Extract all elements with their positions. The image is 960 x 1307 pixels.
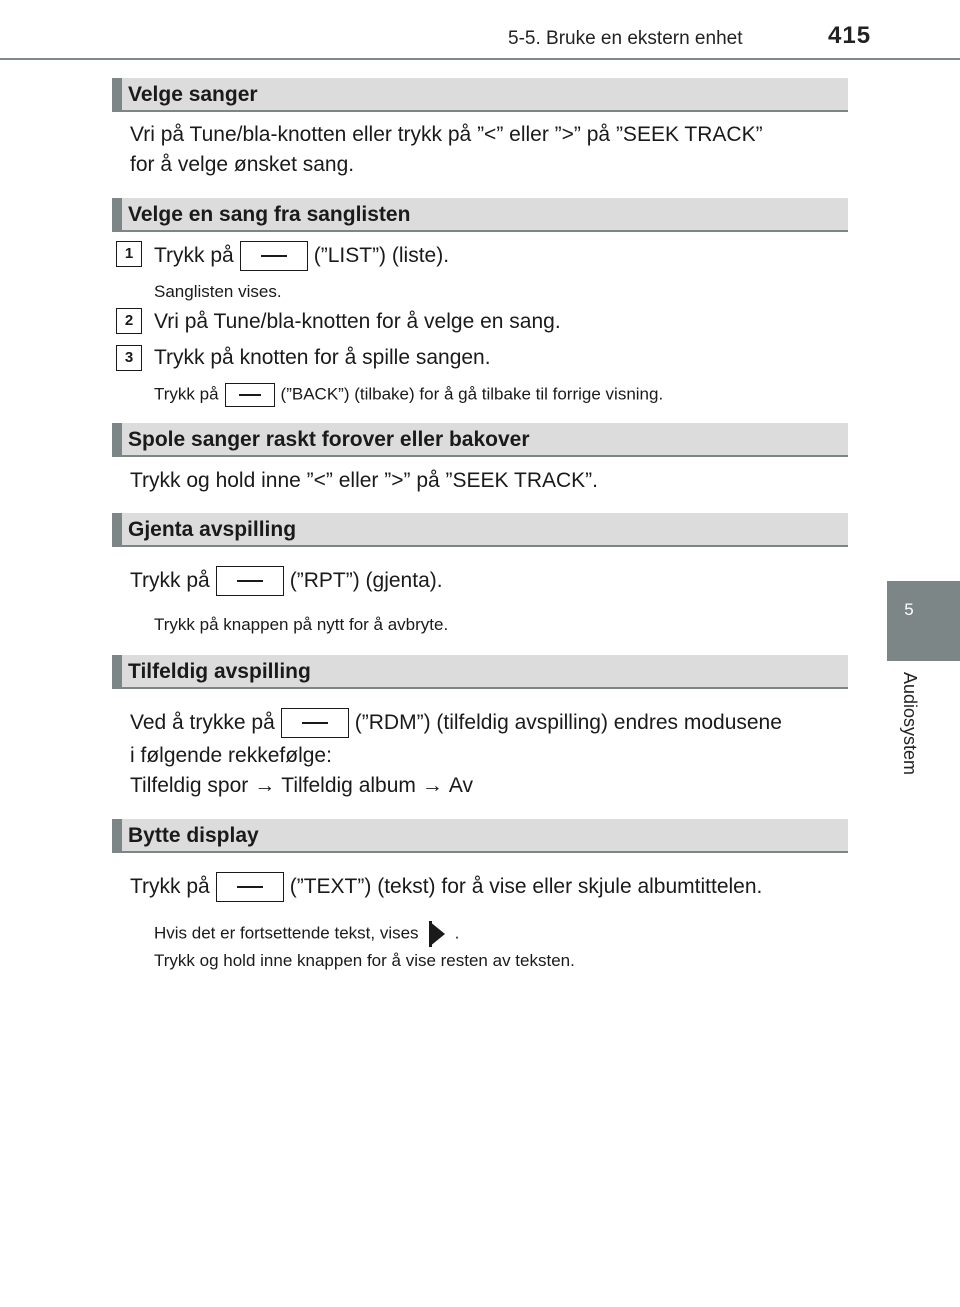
step-number: 3 [116,345,142,371]
continuation-flag-icon [429,921,445,947]
step-text [154,241,449,271]
section-heading-text: Velge sanger [128,83,258,106]
section-heading-text: Velge en sang fra sanglisten [128,203,411,226]
rpt-button-icon [216,566,284,596]
section-heading-tilfeldig [112,655,848,689]
paragraph: Trykk og hold inne ”<” eller ”>” på ”SEEK TRACK”. [130,469,598,492]
rdm-button-icon [281,708,349,738]
paragraph [130,566,443,596]
note-post: (”BACK”) (tilbake) for å gå tilbake til forrige visning. [280,384,664,404]
step-note: Sanglisten vises. [154,282,282,301]
note: Trykk på knappen på nytt for å avbryte. [154,615,449,634]
list-button-icon [240,241,308,271]
section-heading-text: Gjenta avspilling [128,518,297,541]
step-number: 1 [116,241,142,267]
step-text: Trykk på knotten for å spille sangen. [154,346,491,369]
section-heading-fra-liste [112,198,848,232]
paragraph: for å velge ønsket sang. [130,153,355,176]
section-breadcrumb: 5-5. Bruke en ekstern enhet [508,28,743,49]
text-button-icon [216,872,284,902]
section-heading-bytte [112,819,848,853]
section-heading-velge-sanger [112,78,848,112]
note: Trykk og hold inne knappen for å vise resten av teksten. [154,951,575,970]
section-heading-gjenta [112,513,848,547]
text-pre: Trykk på [130,875,210,898]
note [154,921,459,947]
text-post: (”RDM”) (tilfeldig avspilling) endres modusene [354,711,782,734]
header-rule [0,58,960,60]
back-button-icon [225,383,275,407]
step-text: Vri på Tune/bla-knotten for å velge en sang. [154,310,561,333]
section-heading-text: Tilfeldig avspilling [128,660,311,683]
step-note [154,383,663,407]
step-text-post: (”LIST”) (liste). [313,244,450,267]
note-pre: Hvis det er fortsettende tekst, vises [154,923,419,943]
paragraph [130,872,762,902]
text-post: (”TEXT”) (tekst) for å vise eller skjule albumtittelen. [289,875,763,898]
mode-sequence [130,771,473,801]
chapter-label: Audiosystem [900,672,920,776]
section-heading-text: Spole sanger raskt forover eller bakover [128,428,530,451]
step-number: 2 [116,308,142,334]
page-number: 415 [828,22,872,49]
chapter-number: 5 [904,600,914,619]
arrow-right-icon: → [254,774,276,797]
note-post: . [454,923,460,943]
arrow-right-icon: → [421,774,443,797]
mode-3: Av [448,774,474,797]
section-heading-text: Bytte display [128,824,259,847]
paragraph [130,708,782,738]
mode-1: Tilfeldig spor [130,774,249,797]
text-pre: Ved å trykke på [130,711,275,734]
paragraph: i følgende rekkefølge: [130,744,332,767]
mode-2: Tilfeldig album [281,774,416,797]
text-pre: Trykk på [130,569,210,592]
text-post: (”RPT”) (gjenta). [289,569,443,592]
chapter-tab [887,581,960,661]
section-heading-spole [112,423,848,457]
note-pre: Trykk på [154,384,219,404]
step-text-pre: Trykk på [154,244,234,267]
paragraph: Vri på Tune/bla-knotten eller trykk på ”<” eller ”>” på ”SEEK TRACK” [130,123,763,146]
